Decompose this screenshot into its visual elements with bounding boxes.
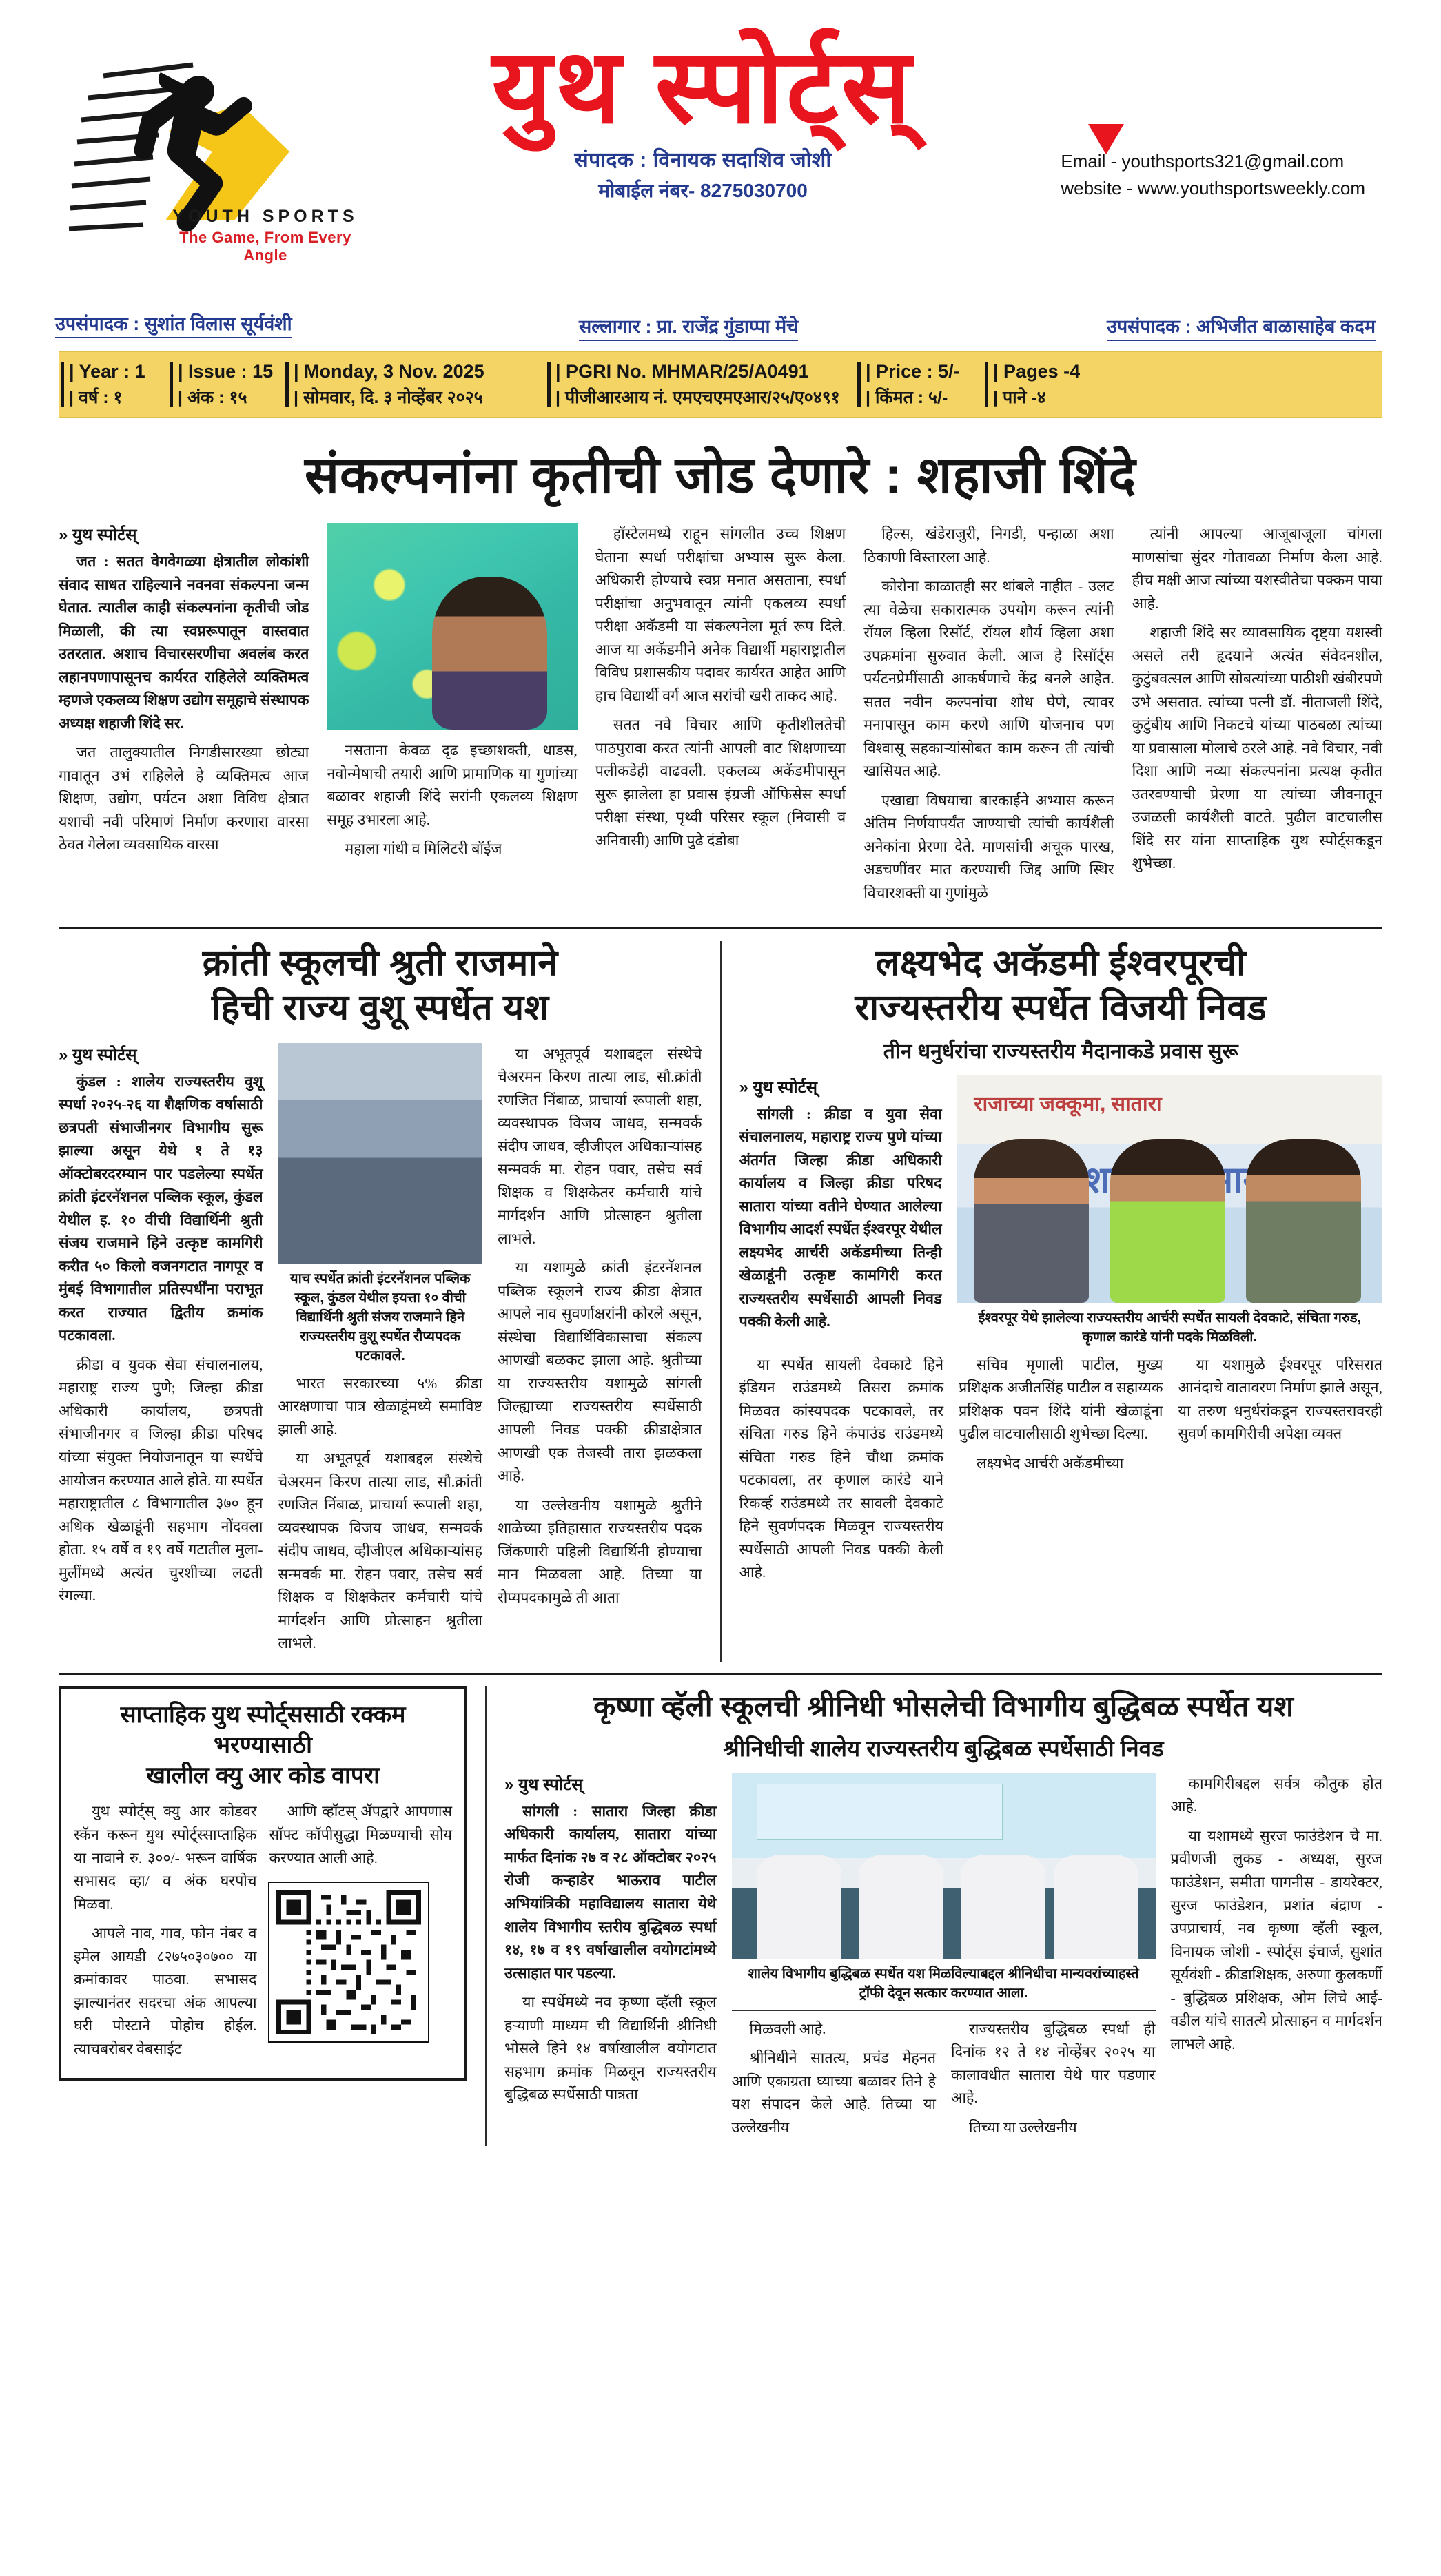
chess-col4-p2: या यशामध्ये सुरज फाउंडेशन चे मा. प्रवीणजी लुकड - अध्यक्ष, सुरज फाउंडेशन, समीता पागनीस - डायरेक्टर, सुरज फाउंडेशन, प्रशांत बंद्राण - उपप्राचार्य, नव कृष्णा व्हॅली स्कूल, विनायक जोशी - स्पोर्ट्स इंचार्ज, सुशांत सूर्यवंशी - क्रीडाशिक्षक, अरुणा कुलकर्णी - बुद्धिबळ प्रशिक्षक, ओम लिचे आई-वडील यांचे सातत्ये प्रोत्साहन व मार्गदर्शन लाभले आहे. [1170, 1827, 1382, 2052]
qr-promo-title-line1: साप्ताहिक युथ स्पोर्ट्ससाठी रक्कम भरण्यासाठी [120, 1701, 406, 1759]
chess-column-2 [732, 2018, 936, 2146]
info-year-mr: | वर्ष : १ [69, 388, 123, 408]
lead-col2-p2: महाला गांधी व मिलिटरी बॉईज [345, 841, 502, 858]
website-line: website - www.youthsportsweekly.com [1061, 178, 1365, 198]
lead-col4-p1: हिल्स, खंडेराजुरी, निगडी, पन्हाळा अशा ठिकाणी विस्तारला आहे. [863, 526, 1114, 566]
chess-col4-p1: कामगिरीबद्दल सर्वत्र कौतुक होत आहे. [1170, 1775, 1382, 1815]
lead-col4-p2: कोरोना काळातही सर थांबले नाहीत - उलट त्या वेळेचा सकारात्मक उपयोग करून त्यांनी रॉयल व्हिला रिसॉर्ट, रॉयल शौर्य व्हिला अशा उपक्रमांना सुरुवात केली. आज हे रिसॉर्ट्स पर्यटनप्रेमींसाठी आकर्षणाचे केंद्र बनले आहेत. सतत नवीन कल्पनांचा शोध घेणे, त्यावर मनापासून काम करणे आणि योजनाच पण विश्वासू सहकाऱ्यांसोबत काम करून ती त्यांची खासियत आहे. [863, 578, 1114, 780]
photo-subject [432, 577, 547, 730]
archery-subhead: तीन धनुर्धरांचा राज्यस्तरीय मैदानाकडे प्रवास सुरू [883, 1040, 1238, 1063]
qr-promo-col2-p1: आणि व्हॉटस् ॲपद्वारे आपणास सॉफ्ट कॉपीसुद्धा मिळण्याची सोय करण्यात आली आहे. [269, 1803, 453, 1866]
qr-promo-title-line2: खालील क्यु आर कोड वापरा [146, 1762, 380, 1789]
banner-text-top: राजाच्या जक्कूमा, सातारा [974, 1093, 1162, 1116]
wushu-headline-line2: हिची राज्य वुशू स्पर्धेत यश [211, 987, 549, 1028]
athlete-1 [974, 1139, 1089, 1303]
lead-col3-p1: हॉस्टेलमध्ये राहून सांगलीत उच्च शिक्षण घेताना स्पर्धा परीक्षांचा अभ्यास सुरू केला. अधिकारी होण्याचे स्वप्न मनात असताना, स्पर्धा परीक्षांचा अनुभवातून त्यांनी एकलव्य स्पर्धा परीक्षा अकॅडमी या संकल्पनेला मूर्त रूप दिले. आज या अकॅडमीने अनेक विद्यार्थी महाराष्ट्रातील विविध प्रशासकीय पदावर कार्यरत आहेत आणि हाच विद्यार्थी वर्ग आज सरांची खरी ताकद आहे. [595, 526, 846, 704]
info-price [856, 352, 983, 417]
qr-promo-body [74, 1800, 452, 2067]
chess-caption-rule [732, 2010, 1156, 2011]
archery-column-3 [959, 1354, 1163, 1591]
chess-photo-wrap [732, 1773, 1156, 2146]
wushu-col3-p2: या यशामुळे क्रांती इंटरनॅशनल पब्लिक स्कूलने राज्य क्रीडा क्षेत्रात आपले नाव सुवर्णाक्षरांनी कोरले असून, संस्थेचा विद्यार्थिविकासाचा संकल्प आणखी बळकट झाला आहे. श्रुतीच्या या राज्यस्तरीय यशामुळे सांगली जिल्ह्याच्या राज्यस्तरीय स्पर्धेसाठी आपली निवड पक्की क्रीडाक्षेत्रात आणखी एक तेजस्वी तारा झळकला आहे. [498, 1259, 702, 1485]
archery-bottom-row [739, 1354, 1383, 1591]
chess-top-row [504, 1773, 1382, 2146]
sub-editors-bar [0, 303, 1441, 346]
lead-col1-p1: जत : सतत वेगवेगळ्या क्षेत्रातील लोकांशी संवाद साधत राहिल्याने नवनवा संकल्पना जन्म घेतात. त्यातील काही संकल्पनांना कृतीची जोड मिळाली, की त्या स्वप्नरूपातून वास्तवात उतरतात. अशाच विचारसरणीचा अवलंब करत लहानपणापासूनच कार्यरत राहिलेले व्यक्तिमत्व म्हणजे एकलव्य शिक्षण उद्योग समूहाचे संस्थापक अध्यक्ष शहाजी शिंदे सर. [59, 553, 309, 732]
lead-col3-p2: सतत नवे विचार आणि कृतीशीलतेची पाठपुरावा करत त्यांनी आपली वाट शिक्षणाच्या पलीकडेही वाढवली. एकलव्य अकॅडमीपासून सुरू झालेला हा प्रवास इंग्रजी ऑफिसेस स्पर्धा परीक्षा संस्था, पृथ्वी परिसर स्कूल (निवासी व अनिवासी) आणि पुढे दंडोबा [595, 717, 846, 849]
athlete-2 [1110, 1139, 1225, 1303]
advisor-center: सल्लागार : प्रा. राजेंद्र गुंडाप्पा मेंचे [579, 313, 798, 341]
qr-promo-column-1 [74, 1800, 257, 2067]
contact-block [1061, 148, 1365, 202]
qr-code-image[interactable] [269, 1883, 428, 2041]
bottom-section [0, 1675, 1441, 2146]
chess-person-2 [859, 1855, 943, 1959]
archery-column-2 [739, 1354, 944, 1591]
info-issue-mr: | अंक : १५ [178, 388, 247, 408]
wushu-columns [59, 1043, 702, 1662]
sub-editor-right: उपसंपादक : अभिजीत बाळासाहेब कदम [1107, 313, 1376, 341]
chess-column-3 [951, 2018, 1156, 2146]
archery-col3-p2: लक्ष्यभेद आर्चरी अकॅडमीच्या [977, 1454, 1124, 1472]
paper-title: युथ स्पोर्ट्स् [492, 28, 914, 144]
chess-mid-columns [732, 2018, 1156, 2146]
editor-name: संपादक : विनायक सदाशिव जोशी [574, 149, 832, 172]
lead-byline: » युथ स्पोर्टस् [59, 526, 137, 544]
lead-column-2 [327, 523, 577, 911]
lead-column-4 [863, 523, 1114, 911]
info-date-mr: | सोमवार, दि. ३ नोव्हेंबर २०२५ [294, 388, 483, 408]
lead-col2-p1: नसताना केवळ दृढ इच्छाशक्ती, धाडस, नवोन्मेषाची तयारी आणि प्रामाणिक या गुणांच्या बळावर शहाजी शिंदे सरांनी एकलव्य शिक्षण समूह उभारला आहे. [327, 742, 578, 828]
archery-column-1 [739, 1075, 942, 1354]
chess-person-1 [757, 1855, 841, 1959]
wushu-col1-p1: कुंडल : शालेय राज्यस्तरीय वुशू स्पर्धा २०२५-२६ या शैक्षणिक वर्षासाठी छत्रपती संभाजीनगर विभागीय सुरू झाल्या असून येथे १ ते १३ ऑक्टोबरदरम्यान पार पडलेल्या स्पर्धेत क्रांती इंटरनॅशनल पब्लिक स्कूल, कुंडल येथील इ. १० वीची विद्यार्थिनी श्रुती संजय राजमाने हिने उत्कृष्ट कामगिरी करीत ५० किलो वजनगटात नागपूर व मुंबई विभागातील प्रतिस्पर्धींना पराभूत करत राज्यात द्वितीय क्रमांक पटकावला. [59, 1073, 263, 1344]
chess-byline: » युथ स्पोर्टस् [504, 1775, 583, 1794]
info-issue-en: | Issue : 15 [178, 361, 274, 382]
lead-headline: संकल्पनांना कृतीची जोड देणारे : शहाजी शिंदे [305, 446, 1136, 504]
logo-english-name: YOUTH SPORTS [172, 207, 358, 226]
logo-block [62, 48, 358, 264]
archery-column-4 [1178, 1354, 1383, 1591]
wushu-col3-p3: या उल्लेखनीय यशामुळे श्रुतीने शाळेच्या इतिहासात राज्यस्तरीय पदक जिंकणारी पहिली विद्यार्थिनी होण्याचा मान मिळवला आहे. तिच्या या रोप्यपदकामुळे ती आता [498, 1496, 702, 1606]
archery-byline: » युथ स्पोर्टस् [739, 1078, 817, 1097]
chess-col2-p2: श्रीनिधीने सातत्य, प्रचंड मेहनत आणि एकाग्रता घ्याच्या बळावर तिने हे यश संपादन केले आहे. तिच्या या उल्लेखनीय [731, 2050, 936, 2136]
masthead [0, 0, 1441, 303]
archery-article [722, 941, 1383, 1662]
wushu-col1-p2: क्रीडा व युवक सेवा संचालनालय, महाराष्ट्र राज्य पुणे; जिल्हा क्रीडा अधिकारी कार्यालय, छत्रपती संभाजीनगर व जिल्हा क्रीडा परिषद यांच्या संयुक्त नियोजनातून या स्पर्धेचे आयोजन करण्यात आले होते. या स्पर्धेत महाराष्ट्रातील ८ विभागातील ३७० हून अधिक खेळाडूंनी सहभाग नोंदवला होता. १५ वर्षे व १९ वर्षे गटातील मुला-मुलींमध्ये अत्यंत चुरशीच्या लढती रंगल्या. [59, 1356, 263, 1605]
lead-column-5 [1132, 523, 1382, 911]
lead-column-3 [595, 523, 846, 911]
wushu-col2-p2: या अभूतपूर्व यशाबद्दल संस्थेचे चेअरमन किरण तात्या लाड, सौ.क्रांती रणजित निंबाळ, प्राचार्या रूपाली शहा, व्यवस्थापक विजय जाधव, सन्मवर्क संदीप जाधव, व्हीजीएल अधिकाऱ्यांसह सन्मवर्क मा. रोहन पवार, तसेच सर्व शिक्षक व शिक्षकेतर कर्मचारी यांचे मार्गदर्शन आणि प्रोत्साहन श्रुतीला लाभले. [278, 1450, 482, 1652]
info-price-mr: | किंमत : ५/- [866, 388, 948, 408]
chess-backdrop-banner [757, 1784, 1003, 1840]
qr-promo-col1-p1: युथ स्पोर्ट्स् क्यु आर कोडवर स्कॅन करून युथ स्पोर्ट्स्साप्ताहिक या नावाने रु. ३००/- भरून वार्षिक सभासद व्हा/ व अंक घरपोच मिळवा. [74, 1803, 257, 1913]
info-date-en: | Monday, 3 Nov. 2025 [294, 361, 484, 382]
lead-story-columns [0, 508, 1441, 911]
wushu-col3-p1: या अभूतपूर्व यशाबद्दल संस्थेचे चेअरमन किरण तात्या लाड, सौ.क्रांती रणजित निंबाळ, प्राचार्या रूपाली शहा, व्यवस्थापक विजय जाधव, सन्मवर्क संदीप जाधव, व्हीजीएल अधिकाऱ्यांसह सन्मवर्क मा. रोहन पवार, तसेच सर्व शिक्षक व शिक्षकेतर कर्मचारी यांचे मार्गदर्शन आणि प्रोत्साहन श्रुतीला लाभले. [498, 1045, 702, 1247]
info-year-en: | Year : 1 [69, 361, 145, 382]
chess-person-4 [1054, 1855, 1138, 1959]
wushu-column-3 [498, 1043, 702, 1662]
qr-promo-box[interactable] [59, 1686, 467, 2081]
wushu-column-1 [59, 1043, 263, 1662]
photo-chess-felicitation [732, 1773, 1156, 1959]
chess-column-4 [1171, 1773, 1383, 2146]
wushu-column-2 [278, 1043, 483, 1662]
wushu-photo-caption: याच स्पर्धेत क्रांती इंटरनॅशनल पब्लिक स्कूल, कुंडल येथील इयत्ता १० वीची विद्यार्थिनी श्रुती संजय राजमाने हिने राज्यस्तरीय वुशू स्पर्धेत रौप्यपदक पटकावले. [289, 1270, 471, 1363]
issue-info-bar [59, 351, 1382, 418]
archery-col2-p1: या स्पर्धेत सायली देवकाटे हिने इंडियन राउंडमध्ये तिसरा क्रमांक मिळवत कांस्यपदक पटकावले, तर संचिता गरुड हिने कंपाउंड राउंडमध्ये संचिता गरुड हिने चौथा क्रमांक पटकावला, तर कृणाल कारंडे याने रिकर्व्ह राउंडमध्ये तर सावली देवकाटे हिने सुवर्णपदक मिळवून राज्यस्तरीय स्पर्धेसाठी आपली निवड पक्की केली आहे. [739, 1356, 943, 1581]
sub-editor-left: उपसंपादक : सुशांत विलास सूर्यवंशी [55, 310, 292, 338]
qr-promo-title [74, 1700, 452, 1791]
wushu-headline [59, 941, 702, 1031]
info-pages [983, 352, 1101, 417]
email-line: Email - youthsports321@gmail.com [1061, 151, 1345, 172]
chess-headline: कृष्णा व्हॅली स्कूलची श्रीनिधी भोसलेची विभागीय बुद्धिबळ स्पर्धेत यश [593, 1689, 1294, 1722]
info-date [284, 352, 546, 417]
lead-col5-p1: त्यांनी आपल्या आजूबाजूला चांगला माणसांचा सुंदर गोतावळा निर्माण केला आहे. हीच मक्षी आज त्यांच्या यशस्वीतेचा पक्कम पाया आहे. [1132, 526, 1382, 612]
lead-col1-p2: जत तालुक्यातील निगडीसारख्या छोट्या गावातून उभं राहिलेले हे व्यक्तिमत्व आज शिक्षण, उद्योग, पर्यटन अशा विविध क्षेत्रात यशाची नवी परिमाणं निर्माण करणारा वारसा ठेवत गेलेला व्यवसायिक वारसा [59, 744, 309, 854]
logo-wordmark [165, 207, 365, 265]
archery-headline [739, 941, 1383, 1031]
lead-col5-p2: शहाजी शिंदे सर व्यावसायिक दृष्ट्या यशस्वी असले तरी हृदयाने अत्यंत संवेदनशील, कुटुंबवत्सल आणि सोबत्यांच्या पाठीशी खंबीरपणे उभे असतात. त्यांच्या पत्नी डॉ. नीताजली शिंदे, कुटुंबीय आणि निकटचे यांच्या पाठबळा त्यांच्या या प्रवासाला मोलाचे ठरले आहे. नवे विचार, नवी दिशा आणि नव्या संकल्पनांना प्रत्यक्ष कृतीत उतरवण्याची प्रेरणा या त्यांच्या जीवनातून उजळली कार्यशैली वाटते. पुढील वाटचालीस शिंदे सर यांना साप्ताहिक युथ स्पोर्ट्सकडून शुभेच्छा. [1132, 624, 1382, 872]
archery-col4-p1: या यशामुळे ईश्वरपूर परिसरात आनंदाचे वातावरण निर्माण झाले असून, या तरुण धनुर्धरांकडून राज्यस्तरावरही सुवर्ण कामगिरीची अपेक्षा व्यक्त [1178, 1356, 1382, 1443]
info-year [59, 352, 168, 417]
archery-top-row [739, 1075, 1383, 1354]
info-pgri [546, 352, 856, 417]
archery-photo-wrap [957, 1075, 1382, 1354]
chess-col1-p1: सांगली : सातारा जिल्हा क्रीडा अधिकारी कार्यालय, सातारा यांच्या मार्फत दिनांक २७ व २८ ऑक्टोबर २०२५ रोजी कऱ्हाडेर भाऊराव पाटील अभियांत्रिकी महाविद्यालय सातारा येथे शालेय विभागीय स्तरीय बुद्धिबळ स्पर्धा १४, १७ व १९ वर्षाखालील वयोगटांमध्ये उत्साहात पार पडल्या. [504, 1802, 717, 1981]
chess-article [487, 1686, 1382, 2146]
wushu-headline-line1: क्रांती स्कूलची श्रुती राजमाने [202, 942, 558, 983]
qr-promo-col1-p2: आपले नाव, गाव, फोन नंबर व इमेल आयडी ८२७५०३०७०० या क्रमांकावर पाठवा. सभासद झाल्यानंतर सदरचा अंक आपल्या घरी पोस्टाने पोहोच होईल. त्याचबरोबर वेबसाईट [74, 1925, 257, 2057]
info-pages-mr: | पाने -४ [993, 388, 1046, 408]
photo-shahaji-shinde [327, 523, 577, 730]
chess-col1-p2: या स्पर्धेमध्ये नव कृष्णा व्हॅली स्कूल हऱ्याणी माध्यम ची विद्यार्थिनी श्रीनिधी भोसले हिने १४ वर्षाखालील वयोगटात सहभाग क्रमांक मिळवून राज्यस्तरीय बुद्धिबळ स्पर्धेसाठी पात्रता [504, 1994, 717, 2103]
info-pgri-mr: | पीजीआरआय नं. एमएचएमएआर/२५/ए०४९१ [555, 388, 840, 408]
archery-photo-caption: ईश्वरपूर येथे झालेल्या राज्यस्तरीय आर्चरी स्पर्धेत सायली देवकाटे, संचिता गरुड, कृणाल कारंडे यांनी पदके मिळविली. [978, 1310, 1362, 1345]
chess-person-3 [961, 1855, 1045, 1959]
editor-mobile: मोबाईल नंबर- 8275030700 [598, 180, 808, 201]
athlete-3 [1246, 1139, 1361, 1303]
lead-col4-p3: एखाद्या विषयाचा बारकाईने अभ्यास करून अंतिम निर्णयापर्यंत जाण्याची त्यांची कार्यशैली अनेकांना प्रेरणा देते. माणसांची अचूक पारख, अडचणींवर मात करण्याची जिद्द आणि स्थिर विचारशक्ती या गुणांमुळे [863, 792, 1114, 901]
archery-headline-line1: लक्ष्यभेद अकॅडमी ईश्वरपूरची [875, 942, 1247, 983]
info-pgri-en: | PGRI No. MHMAR/25/A0491 [555, 361, 809, 382]
archery-headline-line2: राज्यस्तरीय स्पर्धेत विजयी निवड [855, 987, 1267, 1028]
info-issue [168, 352, 284, 417]
chess-col2-p1: मिळवली आहे. [749, 2020, 826, 2037]
qr-promo-column-2 [269, 1800, 453, 2067]
banner-text-main: विभागीय [1176, 1159, 1296, 1201]
archery-col3-p1: सचिव मृणाली पाटील, मुख्य प्रशिक्षक अजीतसिंह पाटील व सहाय्यक प्रशिक्षक पवन शिंदे यांनी खेळाडूंना पुढील वाटचालीसाठी शुभेच्छा दिल्या. [959, 1356, 1163, 1443]
logo-tagline: The Game, From Every Angle [179, 229, 351, 264]
chess-col3-p2: तिच्या या उल्लेखनीय [969, 2119, 1077, 2136]
archery-col1-p1: सांगली : क्रीडा व युवा सेवा संचालनालय, महाराष्ट्र राज्य पुणे यांच्या अंतर्गत जिल्हा क्रीडा अधिकारी कार्यालय व जिल्हा क्रीडा परिषद सातारा यांच्या वतीने घेण्यात आलेल्या विभागीय आदर्श स्पर्धेत ईश्वरपूर येथील लक्ष्यभेद आर्चरी अकॅडमीच्या तिन्ही खेळाडूंनी उत्कृष्ट कामगिरी करत राज्यस्तरीय स्पर्धेसाठी आपली निवड पक्की केली आहे. [739, 1105, 942, 1330]
chess-column-1 [504, 1773, 716, 2146]
info-price-en: | Price : 5/- [866, 361, 960, 382]
qr-promo-wrap [59, 1686, 485, 2146]
chess-subhead: श्रीनिधीची शालेय राज्यस्तरीय बुद्धिबळ स्पर्धेसाठी निवड [723, 1735, 1164, 1761]
chess-photo-caption: शालेय विभागीय बुद्धिबळ स्पर्धेत यश मिळविल्याबद्दल श्रीनिधीचा मान्यवरांच्याहस्ते ट्रॉफी देवून सत्कार करण्यात आला. [748, 1966, 1139, 2001]
paper-title-block [358, 28, 1047, 203]
wushu-article [59, 941, 720, 1662]
wushu-byline: » युथ स्पोर्टस् [59, 1045, 137, 1064]
info-pages-en: | Pages -4 [993, 361, 1081, 382]
lead-column-1 [59, 523, 309, 911]
photo-archery-winners [957, 1075, 1382, 1303]
chess-col3-p1: राज्यस्तरीय बुद्धिबळ स्पर्धा ही दिनांक १२ ते १४ नोव्हेंबर २०२५ या कालावधीत सातारा येथे पार पडणार आहे. [951, 2020, 1156, 2107]
wushu-col2-p1: भारत सरकारच्या ५% क्रीडा आरक्षणाचा पात्र खेळाडूंमध्ये समाविष्ट झाली आहे. [278, 1374, 482, 1438]
photo-shruti-rajmane [278, 1043, 483, 1264]
middle-section [0, 929, 1441, 1662]
